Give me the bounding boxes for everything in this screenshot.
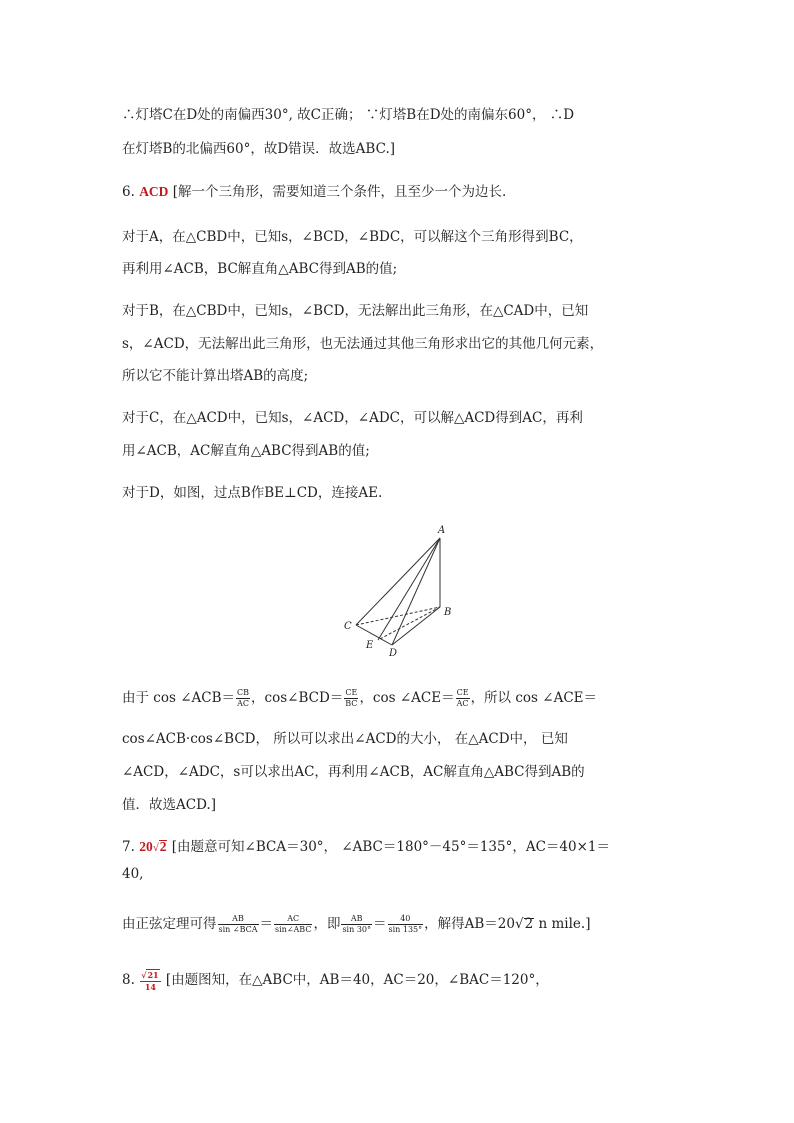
solution-text: [由题图知，在△ABC中，AB＝40，AC＝20，∠BAC＝120°，	[165, 972, 549, 988]
sqrt-radicand: 21	[147, 970, 159, 980]
text: n mile.]	[534, 916, 591, 932]
numerator: AB	[341, 914, 372, 925]
solution-text: [由题意可知∠BCA＝30°， ∠ABC＝180°－45°＝135°，AC＝40×1＝	[171, 839, 611, 855]
option-a-line-2: 再利用∠ACB，BC解直角△ABC得到AB的值;	[122, 261, 398, 277]
fraction-ab-sin30	[341, 914, 372, 935]
text: ，所以 cos ∠ACE＝	[470, 690, 598, 706]
equation-line-2: cos∠ACB·cos∠BCD， 所以可以求出∠ACD的大小， 在△ACD中， 已知	[122, 731, 568, 747]
denominator: AC	[456, 699, 469, 708]
sqrt-symbol: √	[141, 970, 147, 980]
sqrt-symbol: √	[515, 916, 524, 932]
text: ，cos∠BCD＝	[251, 690, 344, 706]
numerator: CB	[237, 688, 250, 697]
problem-number: 6.	[122, 184, 135, 200]
text: ＝	[259, 916, 273, 932]
option-b-line-3: 所以它不能计算出塔AB的高度;	[122, 368, 309, 384]
denominator: AC	[237, 699, 249, 708]
geometry-figure	[340, 523, 460, 663]
option-c-line-1: 对于C，在△ACD中，已知s，∠ACD，∠ADC，可以解△ACD得到AC，再利	[122, 410, 583, 426]
fraction-ab-sinbca	[218, 914, 259, 935]
label-a: A	[438, 525, 446, 536]
problem-7-line-2: 40,	[122, 866, 144, 882]
denominator: sin∠ABC	[275, 925, 312, 934]
answer-fraction	[140, 969, 160, 992]
numerator	[140, 969, 160, 982]
solution-text: [解一个三角形，需要知道三个条件，且至少一个为边长.	[172, 184, 507, 200]
problem-8-header	[122, 968, 549, 992]
numerator: AB	[218, 914, 259, 925]
fraction-ce-ac	[456, 688, 470, 709]
numerator: CE	[345, 688, 358, 697]
numerator: 40	[388, 914, 424, 925]
label-e: E	[366, 640, 374, 651]
segment-bd	[392, 607, 440, 645]
segment-cb	[356, 607, 440, 625]
sine-law-line	[122, 912, 590, 935]
problem-6-header	[122, 180, 506, 200]
segment-be	[378, 607, 440, 640]
text: ，即	[313, 916, 341, 932]
denominator: BC	[345, 699, 358, 708]
numerator: CE	[456, 688, 469, 697]
problem-7-header	[122, 835, 610, 855]
fraction-cb-ac	[236, 688, 250, 709]
text: ＝	[373, 916, 387, 932]
denominator: sin 30°	[342, 925, 371, 934]
option-c-line-2: 用∠ACB，AC解直角△ABC得到AB的值;	[122, 443, 370, 459]
text: ，解得AB＝20	[424, 916, 515, 932]
denominator: 14	[144, 982, 156, 992]
problem-number: 8.	[122, 972, 135, 988]
numerator: AC	[274, 914, 312, 925]
option-d-line-1: 对于D，如图，过点B作BE⊥CD，连接AE.	[122, 485, 383, 501]
text: 由正弦定理可得	[122, 916, 217, 932]
fraction-ce-bc	[344, 688, 358, 709]
denominator: sin ∠BCA	[218, 925, 258, 934]
answer-label: ACD	[139, 184, 169, 199]
option-b-line-1: 对于B，在△CBD中，已知s，∠BCD，无法解出此三角形，在△CAD中，已知	[122, 303, 589, 319]
text: 由于 cos ∠ACB＝	[122, 690, 236, 706]
denominator: sin 135°	[388, 925, 423, 934]
sqrt-symbol: √	[152, 842, 159, 854]
text: ，cos ∠ACE＝	[359, 690, 455, 706]
label-d: D	[389, 648, 398, 659]
sqrt-radicand: 2	[159, 839, 167, 854]
line-1: ∴灯塔C在D处的南偏西30°, 故C正确； ∵灯塔B在D处的南偏东60°， ∴D	[122, 107, 575, 123]
fraction-ac-sinabc	[274, 914, 312, 935]
segment-ac	[356, 538, 440, 625]
segment-ae	[378, 538, 440, 640]
answer-label	[139, 839, 167, 854]
equation-line-4: 值．故选ACD.]	[122, 797, 216, 813]
option-b-line-2: s，∠ACD，无法解出此三角形，也无法通过其他三角形求出它的其他几何元素，	[122, 336, 604, 352]
problem-number: 7.	[122, 839, 135, 855]
equation-line-3: ∠ACD，∠ADC，s可以求出AC，再利用∠ACB，AC解直角△ABC得到AB的	[122, 764, 585, 780]
label-b: B	[444, 607, 452, 618]
sqrt-radicand: 2	[524, 916, 534, 932]
answer-coefficient: 20	[139, 839, 153, 854]
fraction-40-sin135	[388, 914, 424, 935]
line-2: 在灯塔B的北偏西60°，故D错误．故选ABC.]	[122, 141, 395, 157]
option-a-line-1: 对于A，在△CBD中，已知s，∠BCD，∠BDC，可以解这个三角形得到BC，	[122, 229, 583, 245]
label-c: C	[344, 621, 352, 632]
equation-line-1	[122, 686, 597, 709]
